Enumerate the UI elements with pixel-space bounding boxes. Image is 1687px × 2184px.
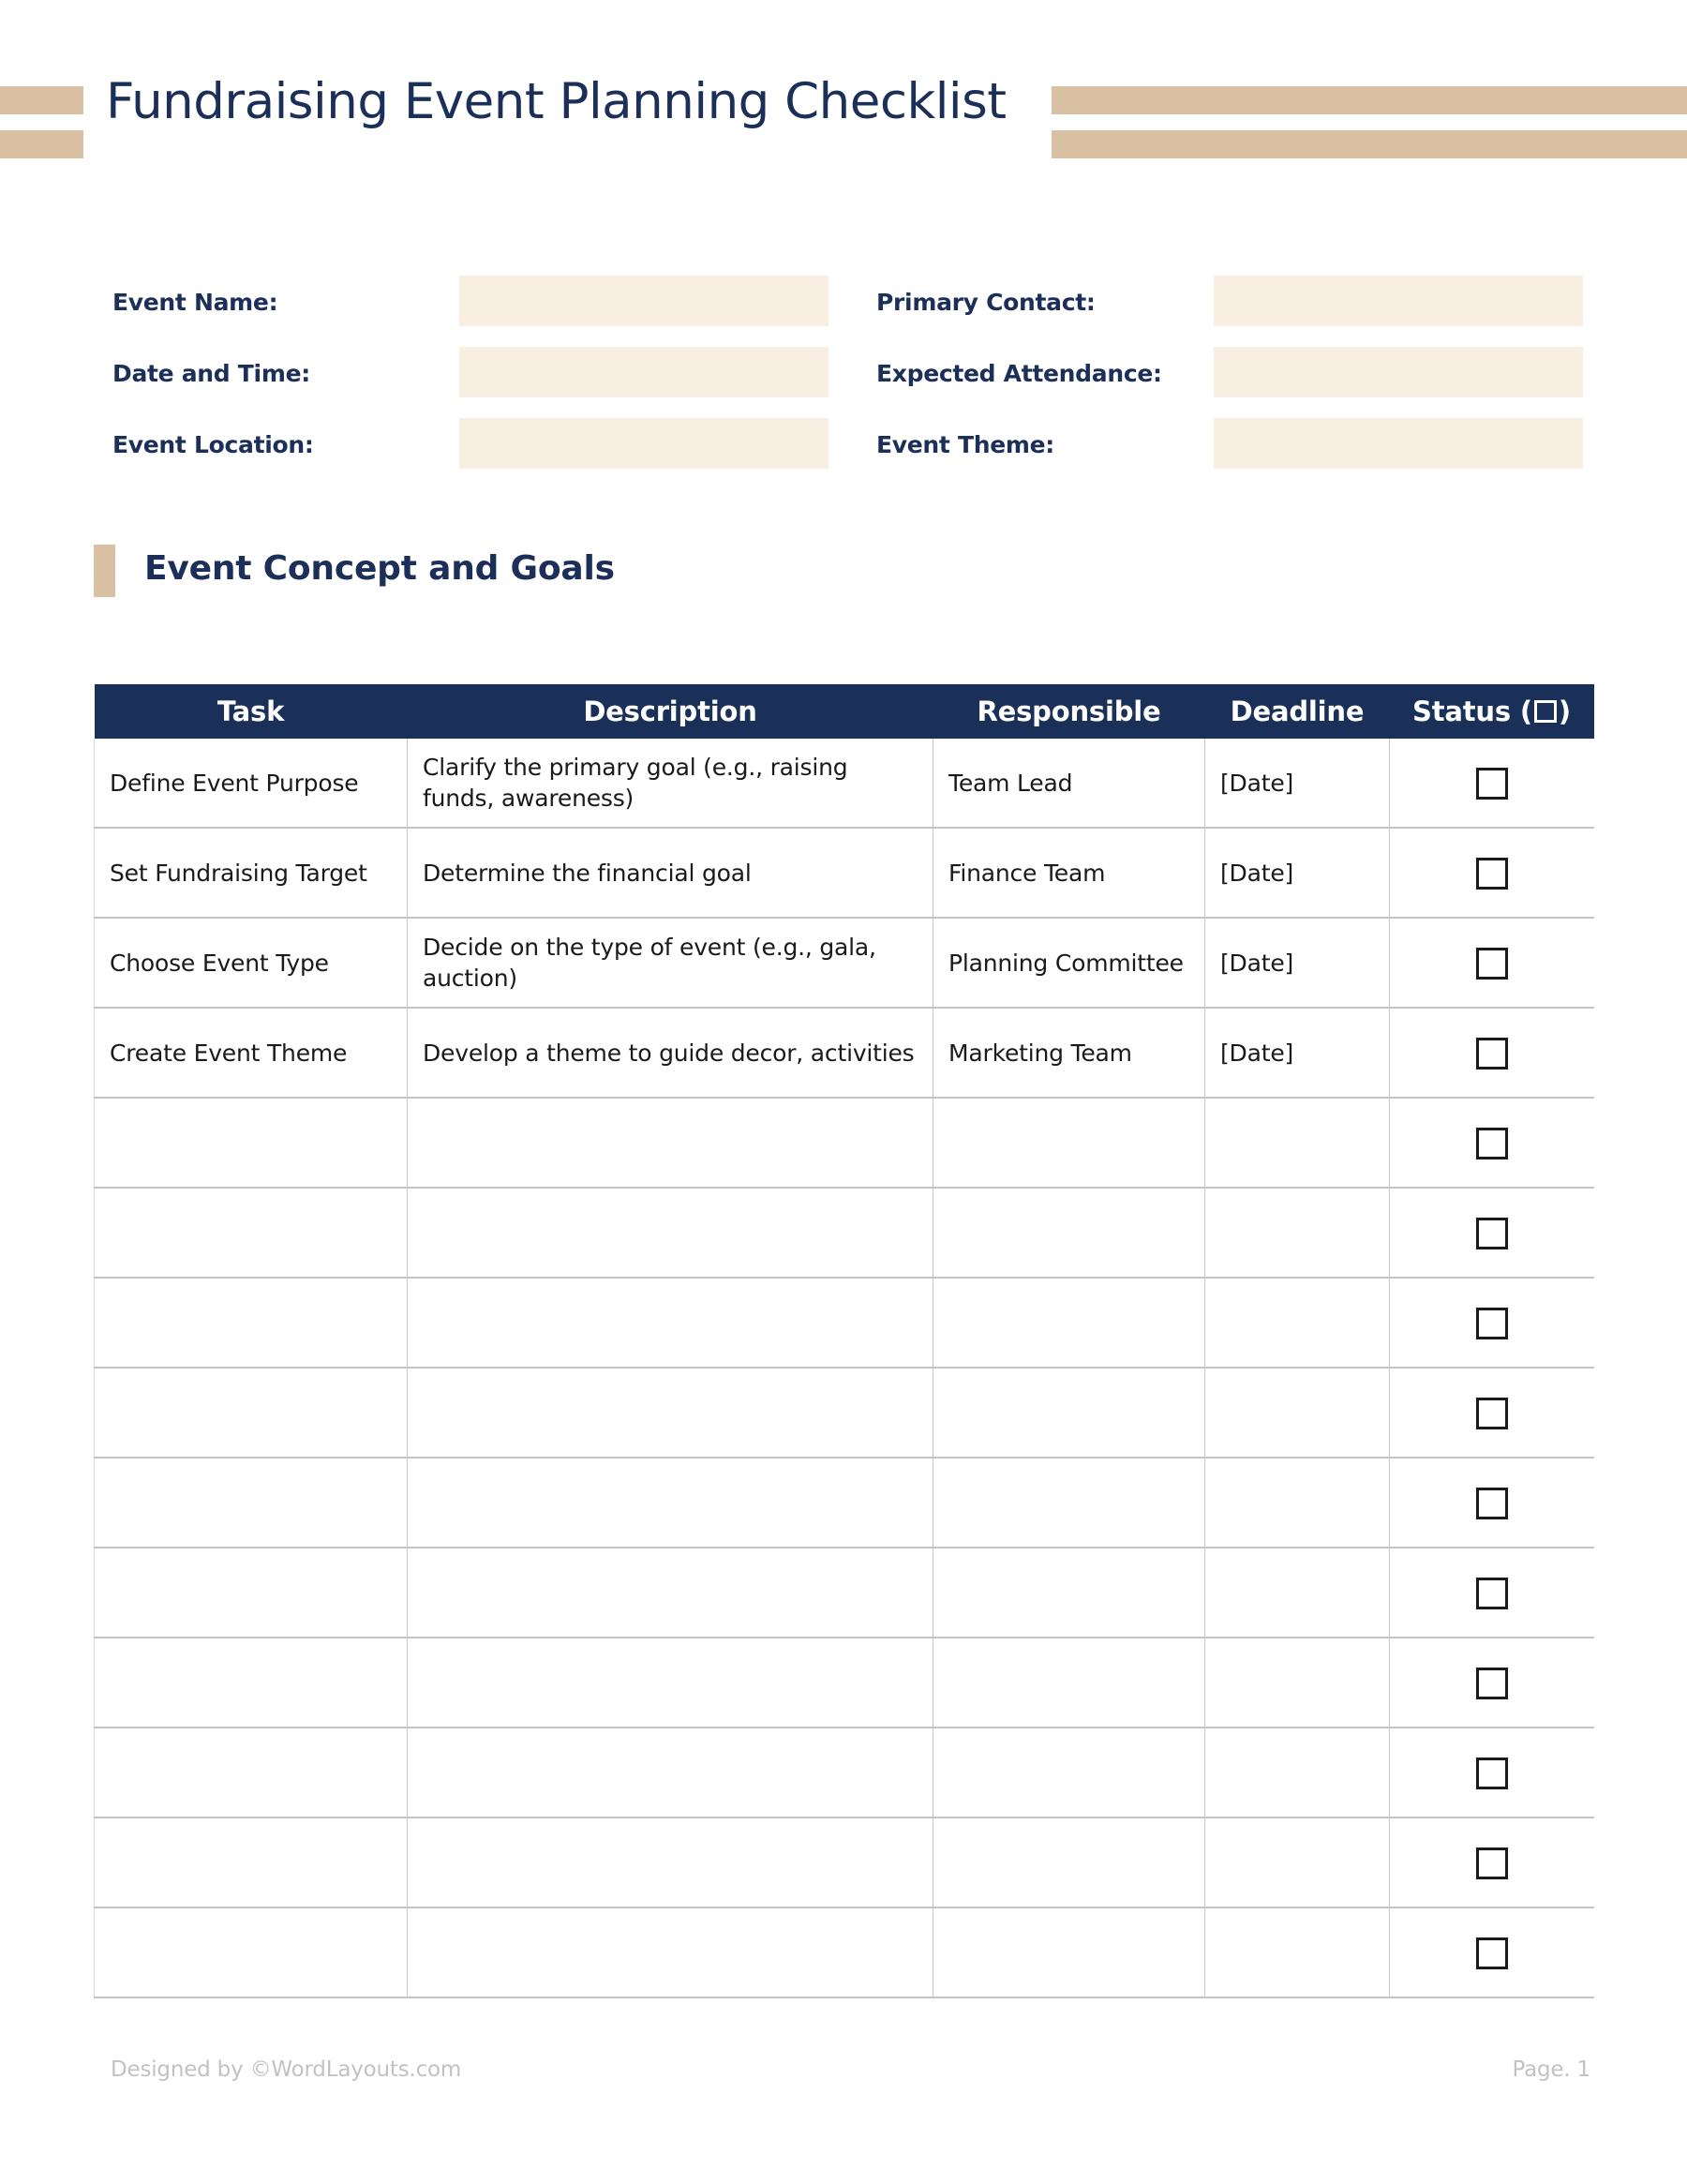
cell-responsible[interactable] <box>933 1278 1205 1368</box>
cell-status[interactable] <box>1390 1728 1594 1818</box>
cell-task[interactable] <box>95 1728 408 1818</box>
section-title: Event Concept and Goals <box>144 549 615 588</box>
date-and-time-input[interactable] <box>459 347 829 397</box>
cell-responsible[interactable] <box>933 1458 1205 1548</box>
column-header-deadline: Deadline <box>1205 684 1390 739</box>
cell-description[interactable] <box>408 1458 933 1548</box>
status-checkbox[interactable] <box>1476 1488 1508 1519</box>
event-name-input[interactable] <box>459 276 829 326</box>
cell-task[interactable] <box>95 1188 408 1278</box>
table-body <box>95 739 1594 1997</box>
cell-task[interactable] <box>95 1458 408 1548</box>
event-theme-input[interactable] <box>1214 418 1583 469</box>
table-row <box>95 918 1594 1008</box>
cell-description[interactable] <box>408 1188 933 1278</box>
cell-deadline[interactable] <box>1205 1188 1390 1278</box>
section-accent-bar <box>94 545 115 597</box>
cell-task[interactable] <box>95 1548 408 1638</box>
cell-task[interactable]: Create Event Theme <box>95 1008 408 1098</box>
cell-task[interactable]: Set Fundraising Target <box>95 828 408 918</box>
cell-status[interactable] <box>1390 739 1594 828</box>
cell-responsible[interactable]: Finance Team <box>933 828 1205 918</box>
page-title: Fundraising Event Planning Checklist <box>106 73 1007 130</box>
table-header-row <box>95 684 1594 739</box>
cell-task[interactable] <box>95 1638 408 1728</box>
cell-deadline[interactable] <box>1205 1278 1390 1368</box>
cell-description[interactable] <box>408 1098 933 1188</box>
table-row <box>95 1458 1594 1548</box>
cell-responsible[interactable] <box>933 1188 1205 1278</box>
cell-task[interactable]: Define Event Purpose <box>95 739 408 828</box>
event-location-label: Event Location: <box>112 431 314 458</box>
cell-description[interactable] <box>408 1368 933 1458</box>
cell-description[interactable]: Decide on the type of event (e.g., gala, auction) <box>408 918 933 1008</box>
cell-responsible[interactable]: Planning Committee <box>933 918 1205 1008</box>
document-header <box>0 0 1687 197</box>
cell-description[interactable] <box>408 1638 933 1728</box>
cell-deadline[interactable]: [Date] <box>1205 828 1390 918</box>
table-row <box>95 1278 1594 1368</box>
cell-status[interactable] <box>1390 1638 1594 1728</box>
cell-status[interactable] <box>1390 1368 1594 1458</box>
cell-status[interactable] <box>1390 918 1594 1008</box>
page-footer <box>0 2057 1687 2104</box>
cell-status[interactable] <box>1390 1008 1594 1098</box>
footer-page-number: Page. 1 <box>1512 2057 1590 2082</box>
checklist-table <box>94 684 1594 1998</box>
date-and-time-label: Date and Time: <box>112 360 310 387</box>
cell-status[interactable] <box>1390 1818 1594 1907</box>
status-checkbox[interactable] <box>1476 1308 1508 1339</box>
status-checkbox[interactable] <box>1476 948 1508 980</box>
cell-responsible[interactable] <box>933 1548 1205 1638</box>
status-checkbox[interactable] <box>1476 1578 1508 1609</box>
cell-responsible[interactable] <box>933 1728 1205 1818</box>
cell-status[interactable] <box>1390 1278 1594 1368</box>
cell-deadline[interactable] <box>1205 1098 1390 1188</box>
cell-responsible[interactable] <box>933 1368 1205 1458</box>
table-row <box>95 1728 1594 1818</box>
table-row <box>95 1188 1594 1278</box>
cell-task[interactable] <box>95 1098 408 1188</box>
column-header-status-suffix: ) <box>1558 696 1571 727</box>
cell-status[interactable] <box>1390 1188 1594 1278</box>
cell-deadline[interactable]: [Date] <box>1205 918 1390 1008</box>
header-accent-bar-left-bottom <box>0 130 83 158</box>
column-header-status-prefix: Status ( <box>1412 696 1532 727</box>
cell-status[interactable] <box>1390 1907 1594 1997</box>
status-checkbox[interactable] <box>1476 1937 1508 1969</box>
status-checkbox[interactable] <box>1476 768 1508 800</box>
cell-deadline[interactable]: [Date] <box>1205 1008 1390 1098</box>
cell-status[interactable] <box>1390 1548 1594 1638</box>
cell-responsible[interactable] <box>933 1907 1205 1997</box>
column-header-status <box>1390 684 1594 739</box>
column-header-description: Description <box>408 684 933 739</box>
cell-deadline[interactable] <box>1205 1818 1390 1907</box>
cell-status[interactable] <box>1390 828 1594 918</box>
status-checkbox[interactable] <box>1476 1758 1508 1789</box>
cell-responsible[interactable] <box>933 1098 1205 1188</box>
table-header <box>95 684 1594 739</box>
cell-deadline[interactable] <box>1205 1368 1390 1458</box>
status-checkbox[interactable] <box>1476 1668 1508 1699</box>
table-row <box>95 1098 1594 1188</box>
cell-deadline[interactable]: [Date] <box>1205 739 1390 828</box>
cell-responsible[interactable]: Team Lead <box>933 739 1205 828</box>
header-accent-bar-left-top <box>0 86 83 114</box>
status-checkbox[interactable] <box>1476 1847 1508 1879</box>
cell-status[interactable] <box>1390 1098 1594 1188</box>
footer-designed-by: Designed by ©WordLayouts.com <box>111 2057 462 2082</box>
expected-attendance-label: Expected Attendance: <box>876 360 1162 387</box>
table-row <box>95 1638 1594 1728</box>
cell-responsible[interactable] <box>933 1818 1205 1907</box>
table-row <box>95 1907 1594 1997</box>
cell-deadline[interactable] <box>1205 1458 1390 1548</box>
checklist-table-wrapper <box>94 684 1593 1998</box>
expected-attendance-input[interactable] <box>1214 347 1583 397</box>
status-checkbox[interactable] <box>1476 858 1508 890</box>
checkbox-icon <box>1534 700 1557 723</box>
primary-contact-label: Primary Contact: <box>876 289 1096 316</box>
cell-task[interactable] <box>95 1907 408 1997</box>
status-checkbox[interactable] <box>1476 1128 1508 1159</box>
cell-description[interactable] <box>408 1907 933 1997</box>
cell-task[interactable]: Choose Event Type <box>95 918 408 1008</box>
cell-task[interactable] <box>95 1818 408 1907</box>
cell-status[interactable] <box>1390 1458 1594 1548</box>
table-row <box>95 1818 1594 1907</box>
cell-description[interactable] <box>408 1278 933 1368</box>
column-header-responsible: Responsible <box>933 684 1205 739</box>
header-accent-bar-right-bottom <box>1052 130 1687 158</box>
event-theme-label: Event Theme: <box>876 431 1054 458</box>
primary-contact-input[interactable] <box>1214 276 1583 326</box>
cell-description[interactable]: Clarify the primary goal (e.g., raising funds, awareness) <box>408 739 933 828</box>
cell-description[interactable]: Develop a theme to guide decor, activities <box>408 1008 933 1098</box>
cell-deadline[interactable] <box>1205 1548 1390 1638</box>
cell-responsible[interactable] <box>933 1638 1205 1728</box>
event-name-label: Event Name: <box>112 289 278 316</box>
cell-deadline[interactable] <box>1205 1907 1390 1997</box>
cell-description[interactable] <box>408 1548 933 1638</box>
cell-deadline[interactable] <box>1205 1638 1390 1728</box>
table-row <box>95 739 1594 828</box>
table-row <box>95 1008 1594 1098</box>
cell-task[interactable] <box>95 1368 408 1458</box>
header-accent-bar-right-top <box>1052 86 1687 114</box>
status-checkbox[interactable] <box>1476 1398 1508 1429</box>
table-row <box>95 1548 1594 1638</box>
table-row <box>95 828 1594 918</box>
status-checkbox[interactable] <box>1476 1038 1508 1070</box>
column-header-task: Task <box>95 684 408 739</box>
cell-task[interactable] <box>95 1278 408 1368</box>
cell-description[interactable] <box>408 1818 933 1907</box>
event-location-input[interactable] <box>459 418 829 469</box>
cell-description[interactable]: Determine the financial goal <box>408 828 933 918</box>
table-row <box>95 1368 1594 1458</box>
cell-deadline[interactable] <box>1205 1728 1390 1818</box>
cell-responsible[interactable]: Marketing Team <box>933 1008 1205 1098</box>
status-checkbox[interactable] <box>1476 1218 1508 1249</box>
cell-description[interactable] <box>408 1728 933 1818</box>
